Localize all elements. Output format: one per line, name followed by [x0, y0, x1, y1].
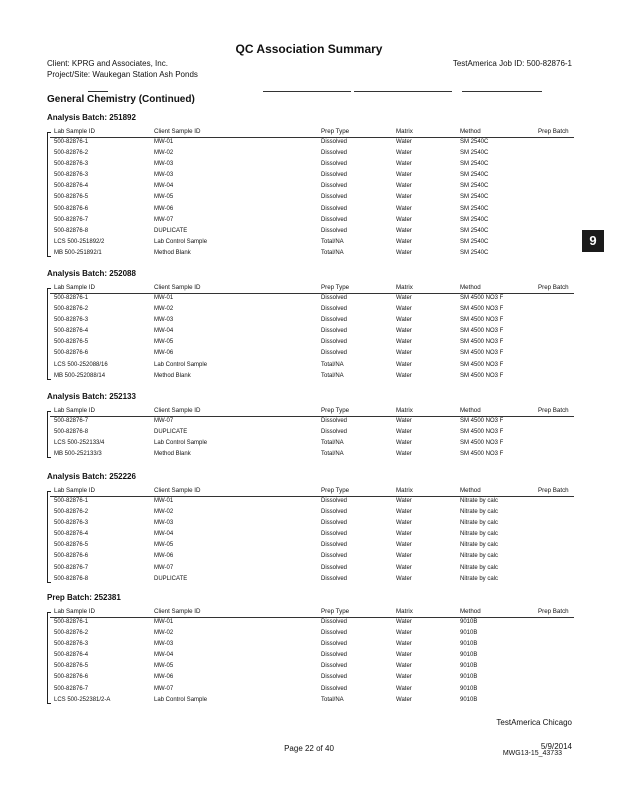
- table-cell: 9010B: [460, 619, 478, 625]
- table-cell: 500-82876-2: [54, 150, 89, 157]
- table-cell: Dissolved: [321, 139, 348, 145]
- table-cell: SM 4500 NO3 F: [460, 306, 504, 313]
- table-cell: 500-82876-4: [54, 531, 89, 538]
- column-header: Matrix: [396, 487, 413, 494]
- table-cell: 500-82876-2: [54, 306, 89, 313]
- table-cell: Nitrate by calc: [460, 542, 499, 549]
- table-cell: SM 2540C: [460, 194, 489, 201]
- table-cell: Water: [396, 161, 412, 168]
- column-header: Lab Sample ID: [54, 128, 95, 135]
- table-cell: Dissolved: [321, 674, 348, 681]
- table-cell: Water: [396, 172, 412, 179]
- table-cell: Dissolved: [321, 295, 348, 301]
- table-row: [50, 509, 574, 520]
- table-cell: MW-05: [154, 542, 174, 549]
- table-row: [50, 362, 574, 373]
- column-header: Client Sample ID: [154, 608, 201, 615]
- table-row: [50, 641, 574, 652]
- batch-title: Prep Batch: 252381: [47, 593, 121, 602]
- table-cell: Water: [396, 685, 412, 692]
- table-row: [50, 576, 574, 587]
- table-cell: Water: [396, 183, 412, 190]
- table-cell: Water: [396, 440, 412, 447]
- header-rule: [354, 91, 452, 92]
- table-cell: SM 4500 NO3 F: [460, 429, 504, 436]
- table-cell: Water: [396, 372, 412, 379]
- table-cell: SM 2540C: [460, 150, 489, 157]
- table-cell: Water: [396, 641, 412, 648]
- table-cell: 500-82876-2: [54, 509, 89, 516]
- table-cell: Water: [396, 630, 412, 637]
- table-cell: MB 500-252133/3: [54, 451, 102, 458]
- table-row: [50, 542, 574, 553]
- batch-table: [50, 407, 574, 462]
- table-cell: Total/NA: [321, 249, 344, 256]
- table-cell: Water: [396, 531, 412, 538]
- column-header: Prep Batch: [538, 284, 569, 291]
- table-cell: 500-82876-5: [54, 194, 89, 201]
- table-cell: Water: [396, 139, 412, 145]
- table-cell: Water: [396, 328, 412, 335]
- table-cell: 500-82876-4: [54, 652, 89, 659]
- project-label: Project/Site: Waukegan Station Ash Ponds: [47, 70, 198, 79]
- job-id: TestAmerica Job ID: 500-82876-1: [452, 59, 572, 68]
- column-header: Prep Type: [321, 407, 350, 414]
- table-cell: Water: [396, 575, 412, 582]
- table-cell: LCS 500-252381/2-A: [54, 696, 111, 703]
- table-cell: Dissolved: [321, 183, 348, 190]
- table-cell: SM 2540C: [460, 161, 489, 168]
- column-header: Lab Sample ID: [54, 407, 95, 414]
- table-cell: SM 2540C: [460, 172, 489, 179]
- table-cell: Water: [396, 429, 412, 436]
- table-cell: Dissolved: [321, 227, 348, 234]
- header-divider: [50, 416, 574, 417]
- table-cell: 500-82876-1: [54, 498, 89, 504]
- table-cell: MW-02: [154, 306, 174, 313]
- table-cell: Dissolved: [321, 418, 348, 424]
- table-cell: Water: [396, 498, 412, 504]
- table-cell: Water: [396, 205, 412, 212]
- table-row: [50, 440, 574, 451]
- table-row: [50, 250, 574, 261]
- table-cell: MW-05: [154, 663, 174, 670]
- column-header: Client Sample ID: [154, 284, 201, 291]
- table-cell: Dissolved: [321, 150, 348, 157]
- table-cell: Dissolved: [321, 161, 348, 168]
- table-cell: MW-06: [154, 674, 174, 681]
- table-cell: MW-02: [154, 509, 174, 516]
- table-cell: Water: [396, 306, 412, 313]
- column-header: Matrix: [396, 284, 413, 291]
- table-row: [50, 451, 574, 462]
- table-cell: Dissolved: [321, 652, 348, 659]
- table-cell: Dissolved: [321, 328, 348, 335]
- table-cell: MW-06: [154, 553, 174, 560]
- table-cell: 500-82876-8: [54, 575, 89, 582]
- table-cell: 9010B: [460, 641, 478, 648]
- column-header: Lab Sample ID: [54, 608, 95, 615]
- column-header: Prep Type: [321, 487, 350, 494]
- table-cell: Lab Control Sample: [154, 361, 208, 368]
- column-header: Method: [460, 128, 481, 135]
- table-cell: 500-82876-5: [54, 663, 89, 670]
- batch-title: Analysis Batch: 252226: [47, 472, 136, 481]
- table-cell: SM 4500 NO3 F: [460, 328, 504, 335]
- table-cell: MW-03: [154, 520, 174, 527]
- table-cell: 500-82876-7: [54, 685, 89, 692]
- table-cell: SM 4500 NO3 F: [460, 339, 504, 346]
- column-header: Lab Sample ID: [54, 284, 95, 291]
- column-header: Prep Type: [321, 128, 350, 135]
- table-cell: Nitrate by calc: [460, 553, 499, 560]
- table-cell: Dissolved: [321, 172, 348, 179]
- table-row: [50, 206, 574, 217]
- table-cell: MW-03: [154, 317, 174, 324]
- table-cell: 500-82876-6: [54, 674, 89, 681]
- table-cell: LCS 500-252088/16: [54, 361, 108, 368]
- table-cell: Lab Control Sample: [154, 696, 208, 703]
- table-cell: Water: [396, 619, 412, 625]
- table-cell: Method Blank: [154, 249, 191, 256]
- table-cell: 500-82876-1: [54, 619, 89, 625]
- table-cell: 500-82876-2: [54, 630, 89, 637]
- table-row: [50, 139, 574, 150]
- table-cell: Lab Control Sample: [154, 440, 208, 447]
- footer-lab: TestAmerica Chicago: [496, 718, 572, 727]
- table-cell: Dissolved: [321, 630, 348, 637]
- header-divider: [50, 617, 574, 618]
- table-cell: 500-82876-6: [54, 350, 89, 357]
- column-header: Method: [460, 487, 481, 494]
- table-cell: Nitrate by calc: [460, 575, 499, 582]
- column-header: Prep Type: [321, 608, 350, 615]
- table-cell: 500-82876-7: [54, 418, 89, 424]
- table-cell: Water: [396, 663, 412, 670]
- table-cell: 500-82876-4: [54, 328, 89, 335]
- table-cell: MW-03: [154, 641, 174, 648]
- table-cell: 500-82876-6: [54, 205, 89, 212]
- table-row: [50, 183, 574, 194]
- batch-table: [50, 608, 574, 708]
- table-cell: MW-06: [154, 205, 174, 212]
- table-row: [50, 674, 574, 685]
- table-cell: MW-02: [154, 630, 174, 637]
- table-cell: Water: [396, 194, 412, 201]
- table-cell: MW-04: [154, 652, 174, 659]
- table-cell: Dissolved: [321, 663, 348, 670]
- column-header: Prep Batch: [538, 128, 569, 135]
- table-cell: MW-03: [154, 172, 174, 179]
- table-cell: DUPLICATE: [154, 227, 188, 234]
- table-cell: Water: [396, 238, 412, 245]
- table-cell: SM 2540C: [460, 183, 489, 190]
- table-cell: Water: [396, 451, 412, 458]
- table-cell: Dissolved: [321, 531, 348, 538]
- table-cell: 500-82876-3: [54, 641, 89, 648]
- table-row: [50, 373, 574, 384]
- batch-title: Analysis Batch: 251892: [47, 113, 136, 122]
- table-row: [50, 686, 574, 697]
- table-cell: SM 2540C: [460, 227, 489, 234]
- table-row: [50, 652, 574, 663]
- table-cell: Water: [396, 249, 412, 256]
- table-cell: SM 2540C: [460, 216, 489, 223]
- table-cell: 500-82876-1: [54, 295, 89, 301]
- table-cell: Method Blank: [154, 372, 191, 379]
- table-row: [50, 553, 574, 564]
- table-cell: Lab Control Sample: [154, 238, 208, 245]
- table-cell: SM 4500 NO3 F: [460, 440, 504, 447]
- table-cell: Dissolved: [321, 205, 348, 212]
- table-cell: Dissolved: [321, 306, 348, 313]
- table-cell: Dissolved: [321, 194, 348, 201]
- table-cell: MW-07: [154, 685, 174, 692]
- table-cell: MW-07: [154, 564, 174, 571]
- table-cell: Dissolved: [321, 553, 348, 560]
- header-divider: [50, 293, 574, 294]
- column-header: Method: [460, 407, 481, 414]
- column-header: Method: [460, 608, 481, 615]
- table-cell: 500-82876-5: [54, 339, 89, 346]
- table-cell: 500-82876-6: [54, 553, 89, 560]
- table-cell: Nitrate by calc: [460, 531, 499, 538]
- header-rule: [88, 91, 108, 92]
- column-header: Matrix: [396, 128, 413, 135]
- column-header: Client Sample ID: [154, 407, 201, 414]
- table-row: [50, 306, 574, 317]
- table-cell: SM 4500 NO3 F: [460, 372, 504, 379]
- table-cell: MW-03: [154, 161, 174, 168]
- table-cell: Dissolved: [321, 575, 348, 582]
- table-cell: Dissolved: [321, 429, 348, 436]
- table-cell: Method Blank: [154, 451, 191, 458]
- column-header: Prep Type: [321, 284, 350, 291]
- table-cell: Dissolved: [321, 619, 348, 625]
- client-label: Client: KPRG and Associates, Inc.: [47, 59, 168, 68]
- table-cell: Water: [396, 652, 412, 659]
- table-cell: Total/NA: [321, 440, 344, 447]
- table-cell: Dissolved: [321, 339, 348, 346]
- table-cell: 9010B: [460, 696, 478, 703]
- table-cell: MB 500-251892/1: [54, 249, 102, 256]
- column-header: Matrix: [396, 608, 413, 615]
- header-rule: [462, 91, 542, 92]
- header-divider: [50, 496, 574, 497]
- table-cell: MW-07: [154, 418, 174, 424]
- table-cell: Total/NA: [321, 361, 344, 368]
- table-cell: MW-07: [154, 216, 174, 223]
- batch-title: Analysis Batch: 252133: [47, 392, 136, 401]
- table-cell: MW-02: [154, 150, 174, 157]
- table-cell: 500-82876-3: [54, 172, 89, 179]
- footer-date: 5/9/2014: [540, 742, 572, 751]
- table-cell: Water: [396, 150, 412, 157]
- table-cell: Water: [396, 520, 412, 527]
- table-cell: DUPLICATE: [154, 429, 188, 436]
- table-cell: MW-01: [154, 619, 174, 625]
- table-cell: Water: [396, 553, 412, 560]
- table-cell: 500-82876-7: [54, 216, 89, 223]
- table-row: [50, 565, 574, 576]
- table-cell: 500-82876-7: [54, 564, 89, 571]
- table-cell: SM 2540C: [460, 139, 489, 145]
- table-cell: Dissolved: [321, 542, 348, 549]
- table-row: [50, 194, 574, 205]
- table-row: [50, 350, 574, 361]
- table-cell: SM 2540C: [460, 249, 489, 256]
- table-cell: Water: [396, 361, 412, 368]
- table-cell: MW-01: [154, 139, 174, 145]
- table-cell: Water: [396, 509, 412, 516]
- column-header: Prep Batch: [538, 487, 569, 494]
- table-cell: Nitrate by calc: [460, 520, 499, 527]
- column-header: Method: [460, 284, 481, 291]
- table-row: [50, 498, 574, 509]
- table-cell: Water: [396, 227, 412, 234]
- page-title: QC Association Summary: [235, 42, 383, 56]
- table-cell: Dissolved: [321, 350, 348, 357]
- table-cell: 500-82876-5: [54, 542, 89, 549]
- table-cell: Water: [396, 542, 412, 549]
- table-cell: Water: [396, 564, 412, 571]
- table-cell: Dissolved: [321, 498, 348, 504]
- table-cell: 500-82876-3: [54, 520, 89, 527]
- table-cell: Dissolved: [321, 641, 348, 648]
- column-header: Lab Sample ID: [54, 487, 95, 494]
- table-cell: MB 500-252088/14: [54, 372, 106, 379]
- table-cell: 9010B: [460, 630, 478, 637]
- table-cell: 9010B: [460, 674, 478, 681]
- table-cell: SM 4500 NO3 F: [460, 295, 504, 301]
- batch-table: [50, 284, 574, 384]
- table-cell: Dissolved: [321, 216, 348, 223]
- table-cell: Dissolved: [321, 317, 348, 324]
- table-cell: Water: [396, 674, 412, 681]
- table-cell: Water: [396, 339, 412, 346]
- table-cell: MW-05: [154, 339, 174, 346]
- table-row: [50, 429, 574, 440]
- table-cell: Total/NA: [321, 372, 344, 379]
- footer-page: Page 22 of 40: [284, 744, 334, 753]
- table-row: [50, 328, 574, 339]
- column-header: Client Sample ID: [154, 487, 201, 494]
- table-cell: 9010B: [460, 652, 478, 659]
- table-cell: MW-05: [154, 194, 174, 201]
- table-cell: MW-04: [154, 183, 174, 190]
- table-cell: Nitrate by calc: [460, 498, 499, 504]
- table-cell: SM 4500 NO3 F: [460, 317, 504, 324]
- table-cell: Water: [396, 418, 412, 424]
- table-cell: SM 2540C: [460, 205, 489, 212]
- table-row: [50, 295, 574, 306]
- table-row: [50, 317, 574, 328]
- table-cell: DUPLICATE: [154, 575, 188, 582]
- table-row: [50, 531, 574, 542]
- table-row: [50, 630, 574, 641]
- table-row: [50, 172, 574, 183]
- table-row: [50, 697, 574, 708]
- table-row: [50, 663, 574, 674]
- table-cell: Water: [396, 216, 412, 223]
- batch-title: Analysis Batch: 252088: [47, 269, 136, 278]
- table-row: [50, 339, 574, 350]
- header-divider: [50, 137, 574, 138]
- table-row: [50, 228, 574, 239]
- table-cell: Water: [396, 295, 412, 301]
- table-cell: LCS 500-251892/2: [54, 238, 105, 245]
- table-row: [50, 161, 574, 172]
- table-cell: Total/NA: [321, 238, 344, 245]
- column-header: Prep Batch: [538, 608, 569, 615]
- table-cell: MW-04: [154, 328, 174, 335]
- table-cell: Dissolved: [321, 685, 348, 692]
- table-cell: SM 4500 NO3 F: [460, 350, 504, 357]
- table-cell: SM 2540C: [460, 238, 489, 245]
- table-cell: Dissolved: [321, 509, 348, 516]
- batch-table: [50, 487, 574, 587]
- table-row: [50, 150, 574, 161]
- table-cell: MW-04: [154, 531, 174, 538]
- table-row: [50, 239, 574, 250]
- column-header: Prep Batch: [538, 407, 569, 414]
- table-cell: MW-01: [154, 498, 174, 504]
- batch-table: [50, 128, 574, 261]
- table-cell: Water: [396, 696, 412, 703]
- table-cell: SM 4500 NO3 F: [460, 451, 504, 458]
- table-row: [50, 217, 574, 228]
- table-cell: MW-01: [154, 295, 174, 301]
- table-cell: 500-82876-4: [54, 183, 89, 190]
- footer-doc-id: MWG13-15_43733: [502, 750, 562, 757]
- header-rule: [263, 91, 351, 92]
- table-row: [50, 619, 574, 630]
- table-cell: Dissolved: [321, 564, 348, 571]
- section-title: General Chemistry (Continued): [47, 94, 195, 105]
- table-cell: SM 4500 NO3 F: [460, 418, 504, 424]
- table-cell: 500-82876-1: [54, 139, 89, 145]
- column-header: Matrix: [396, 407, 413, 414]
- tab-marker: 9: [582, 230, 604, 252]
- table-cell: Nitrate by calc: [460, 509, 499, 516]
- table-cell: 500-82876-8: [54, 227, 89, 234]
- table-cell: Nitrate by calc: [460, 564, 499, 571]
- table-cell: 500-82876-8: [54, 429, 89, 436]
- table-cell: LCS 500-252133/4: [54, 440, 105, 447]
- table-cell: Dissolved: [321, 520, 348, 527]
- table-cell: Water: [396, 317, 412, 324]
- table-row: [50, 418, 574, 429]
- table-cell: 500-82876-3: [54, 317, 89, 324]
- table-cell: 500-82876-3: [54, 161, 89, 168]
- column-header: Client Sample ID: [154, 128, 201, 135]
- table-cell: Water: [396, 350, 412, 357]
- table-cell: 9010B: [460, 663, 478, 670]
- table-cell: Total/NA: [321, 451, 344, 458]
- table-cell: 9010B: [460, 685, 478, 692]
- table-cell: Total/NA: [321, 696, 344, 703]
- table-row: [50, 520, 574, 531]
- table-cell: MW-06: [154, 350, 174, 357]
- table-cell: SM 4500 NO3 F: [460, 361, 504, 368]
